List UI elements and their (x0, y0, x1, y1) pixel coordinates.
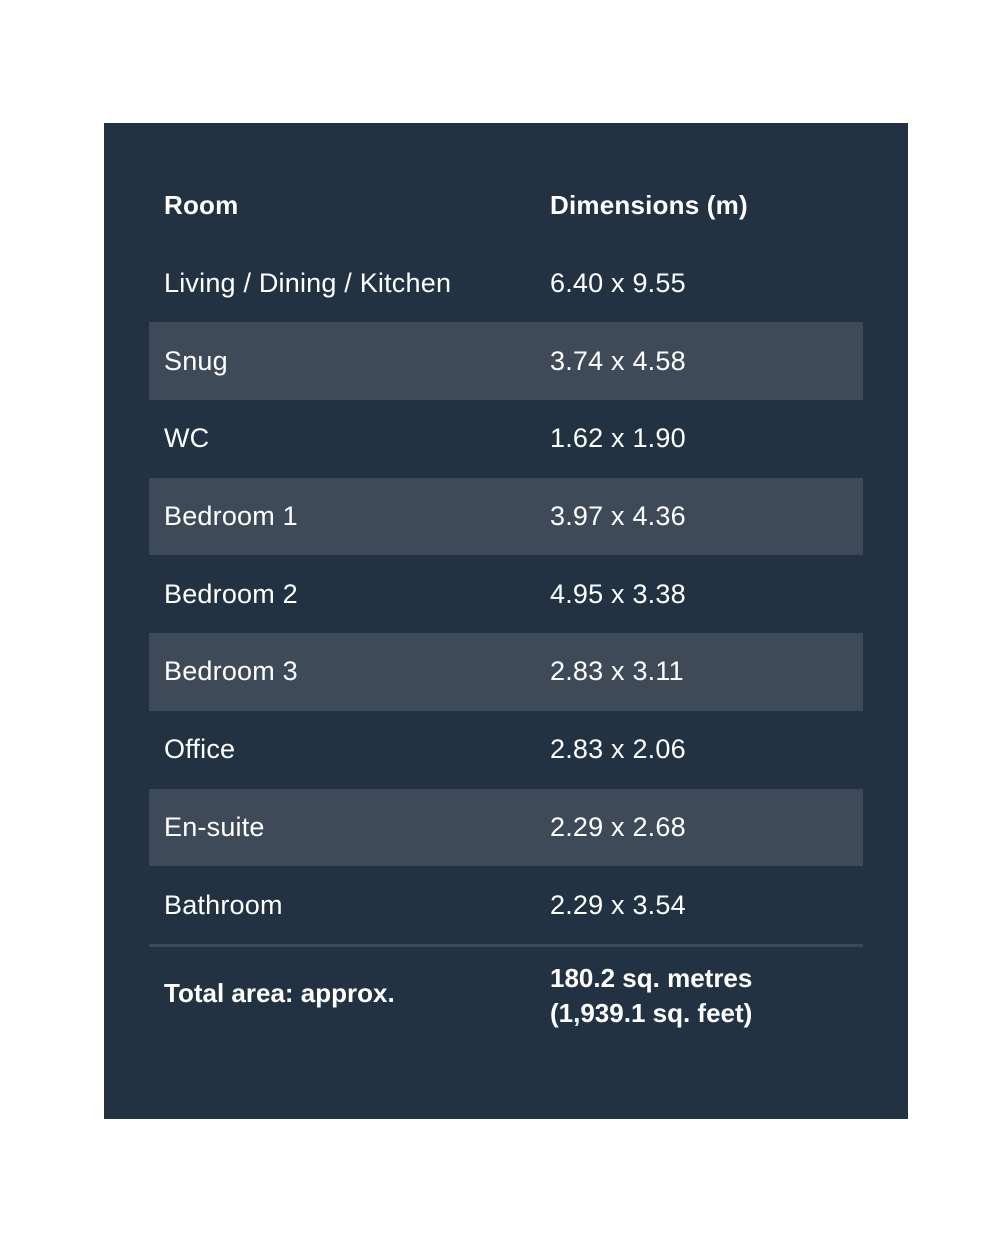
room-name: Bathroom (164, 889, 283, 920)
column-header-dimensions: Dimensions (m) (550, 190, 748, 221)
room-name: Bedroom 3 (164, 656, 298, 687)
total-area-feet: (1,939.1 sq. feet) (550, 997, 753, 1028)
table-row (149, 711, 863, 789)
table-row (149, 245, 863, 323)
room-name: Bedroom 1 (164, 501, 298, 532)
table-row (149, 400, 863, 478)
table-row (149, 555, 863, 633)
room-dimensions: 4.95 x 3.38 (550, 578, 686, 609)
room-dimensions: 2.29 x 2.68 (550, 811, 686, 842)
room-dimensions: 3.74 x 4.58 (550, 345, 686, 376)
room-name: Snug (164, 345, 228, 376)
room-dimensions: 1.62 x 1.90 (550, 423, 686, 454)
table-row (149, 322, 863, 400)
room-dimensions: 2.83 x 2.06 (550, 734, 686, 765)
table-header (149, 167, 863, 245)
room-dimensions: 2.83 x 3.11 (550, 656, 684, 687)
room-name: WC (164, 423, 210, 454)
table-row (149, 633, 863, 711)
room-dimensions-panel (104, 123, 908, 1119)
column-header-room: Room (164, 190, 239, 221)
total-area-label: Total area: approx. (164, 977, 395, 1008)
total-area-value (550, 961, 752, 1031)
room-dimensions: 2.29 x 3.54 (550, 889, 686, 920)
room-name: Bedroom 2 (164, 578, 298, 609)
room-dimensions-table (149, 167, 863, 1039)
room-dimensions: 3.97 x 4.36 (550, 501, 686, 532)
table-row (149, 866, 863, 944)
total-area-row (149, 947, 863, 1039)
table-row (149, 478, 863, 556)
room-dimensions: 6.40 x 9.55 (550, 268, 686, 299)
room-name: Office (164, 734, 236, 765)
table-row (149, 789, 863, 867)
total-area-metres: 180.2 sq. metres (550, 962, 753, 993)
room-name: Living / Dining / Kitchen (164, 268, 452, 299)
room-name: En-suite (164, 811, 265, 842)
